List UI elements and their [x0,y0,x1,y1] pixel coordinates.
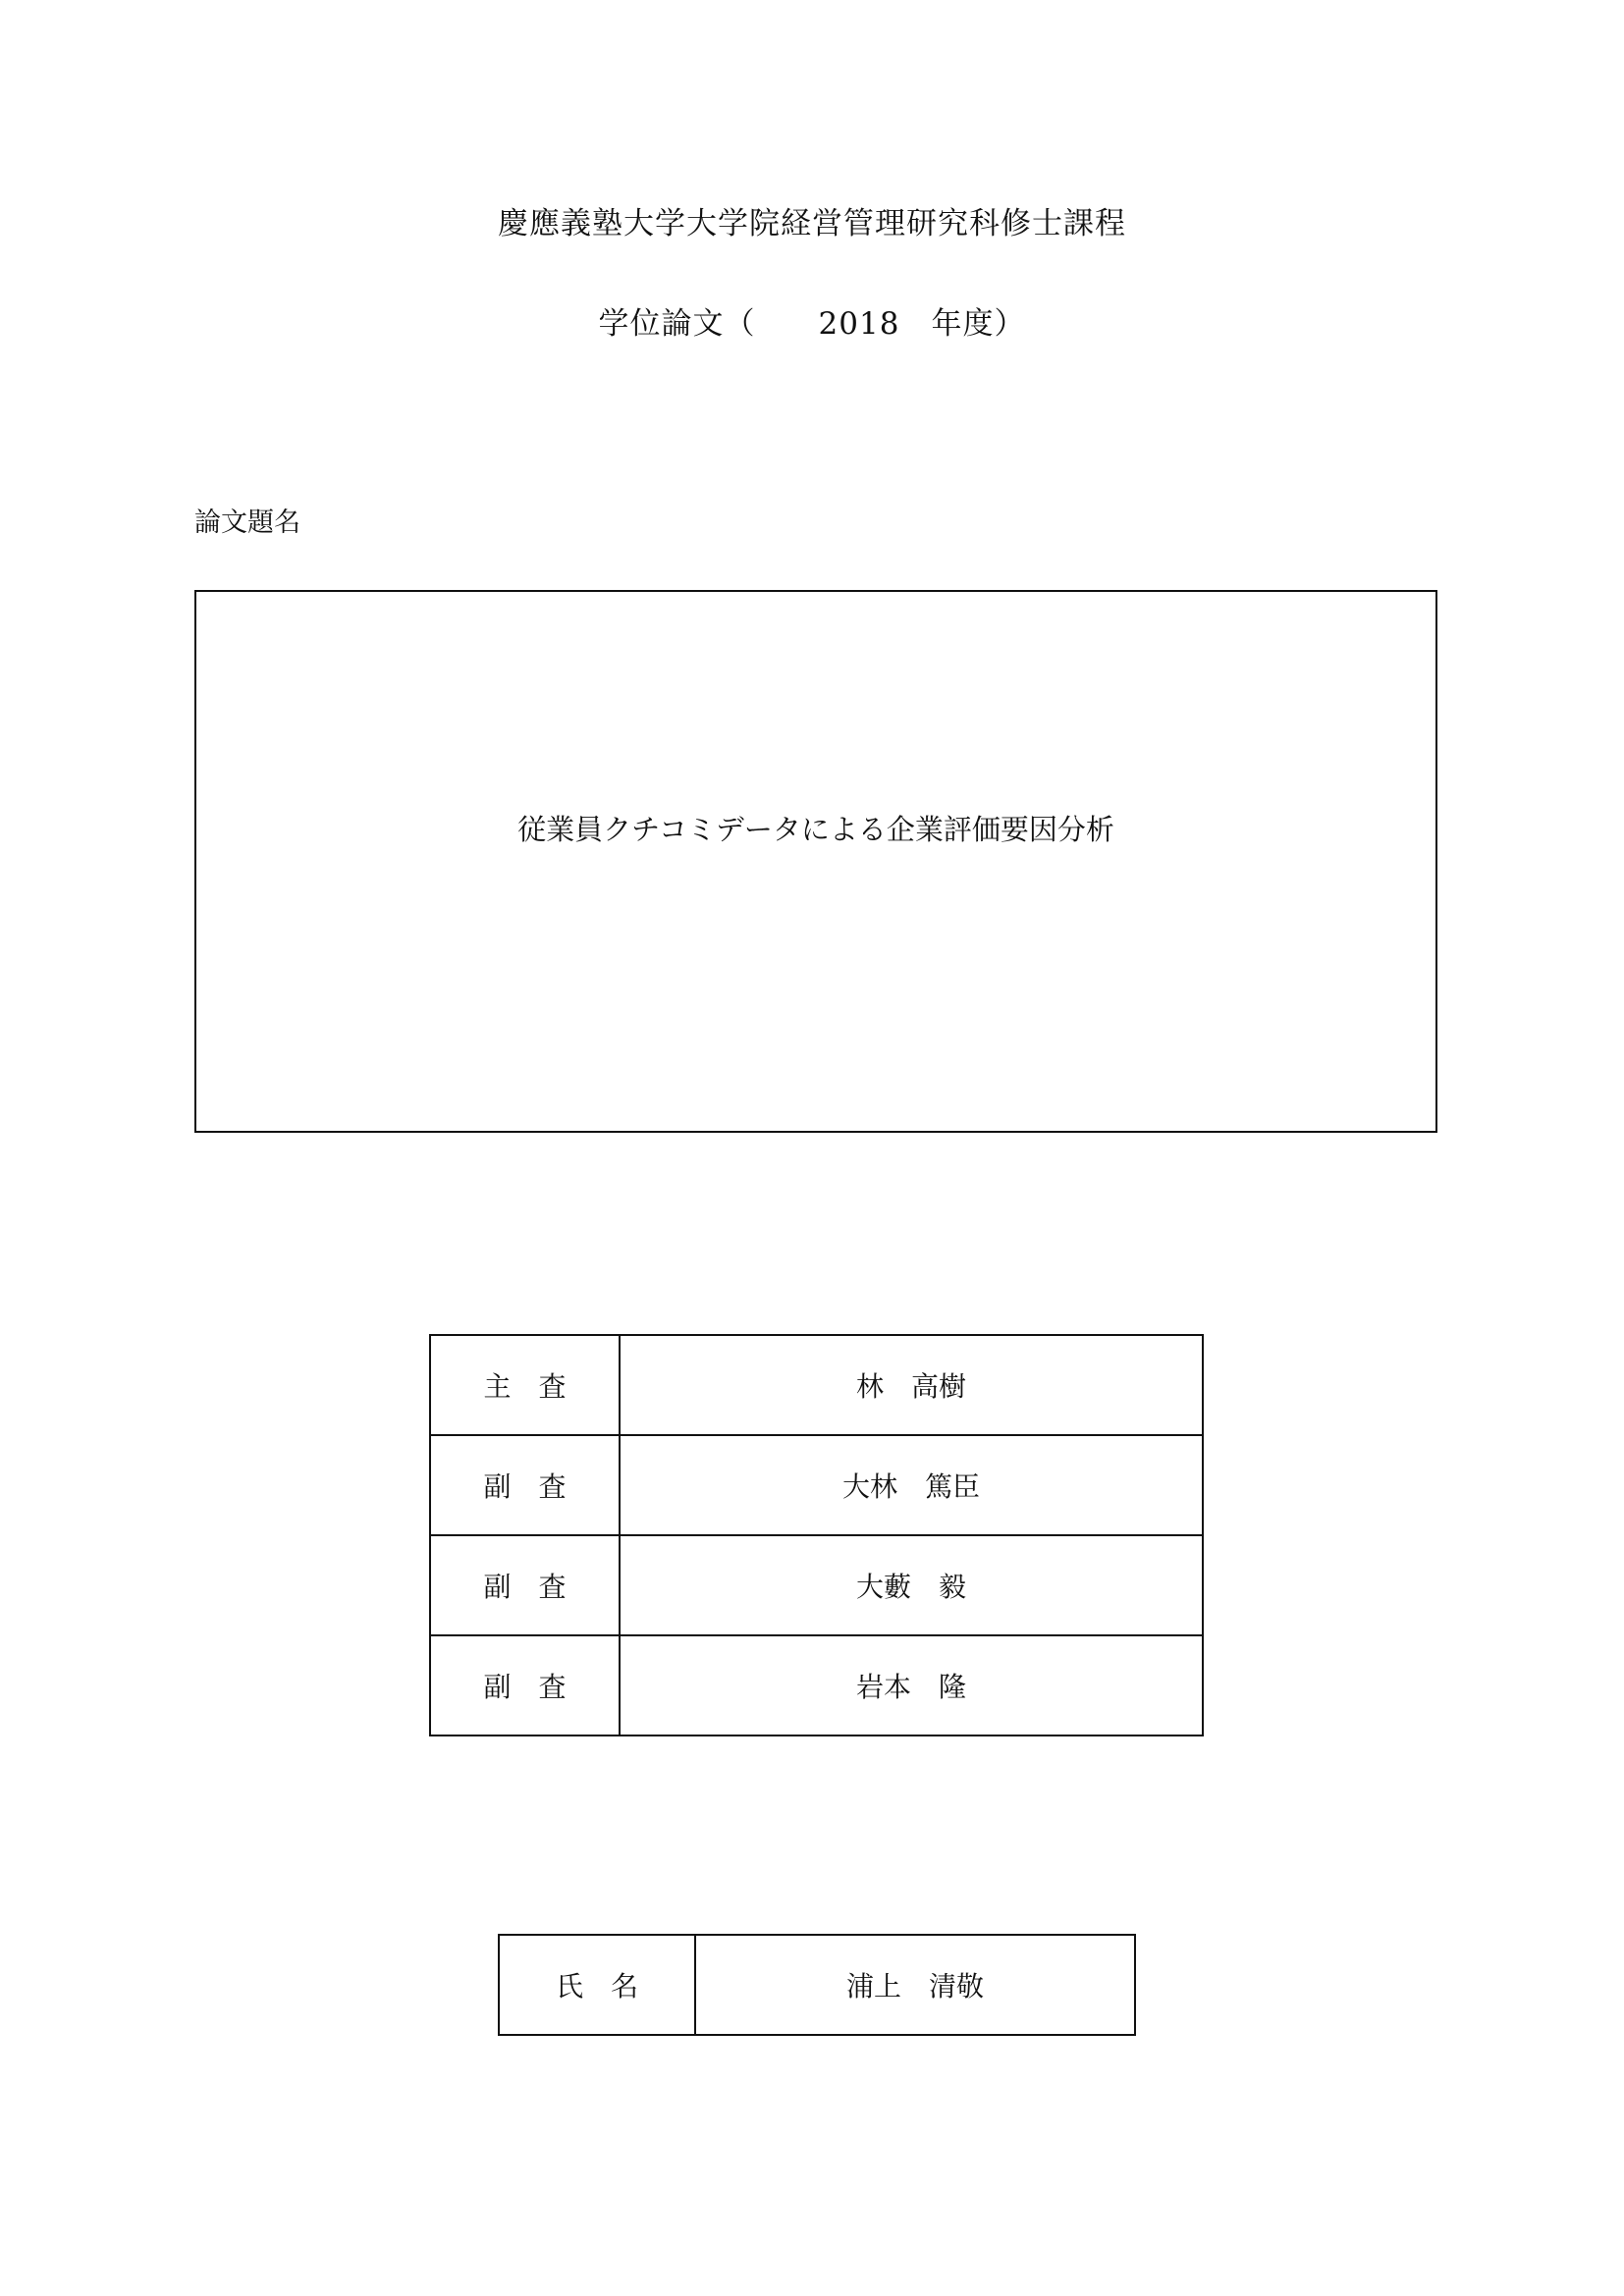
examiner-role: 主 査 [430,1335,620,1435]
author-row [499,1935,1135,2035]
author-table [498,1934,1136,2036]
examiners-table [429,1334,1204,1736]
examiner-row [430,1435,1203,1535]
author-label: 氏 名 [499,1935,695,2035]
examiner-name: 林 高樹 [620,1335,1203,1435]
examiner-row [430,1535,1203,1635]
thesis-title: 従業員クチコミデータによる企業評価要因分析 [517,813,1114,846]
examiner-name: 大林 篤臣 [620,1435,1203,1535]
examiner-row [430,1635,1203,1735]
examiner-name: 岩本 隆 [620,1635,1203,1735]
examiner-role: 副 査 [430,1435,620,1535]
thesis-title-label: 論文題名 [194,507,300,538]
examiner-role: 副 査 [430,1635,620,1735]
examiner-name: 大藪 毅 [620,1535,1203,1635]
author-name: 浦上 清敬 [695,1935,1135,2035]
thesis-title-box [194,590,1437,1133]
examiner-row [430,1335,1203,1435]
thesis-year-heading: 学位論文（ 2018 年度） [598,306,1026,342]
university-program-title: 慶應義塾大学大学院経営管理研究科修士課程 [498,206,1126,241]
examiner-role: 副 査 [430,1535,620,1635]
